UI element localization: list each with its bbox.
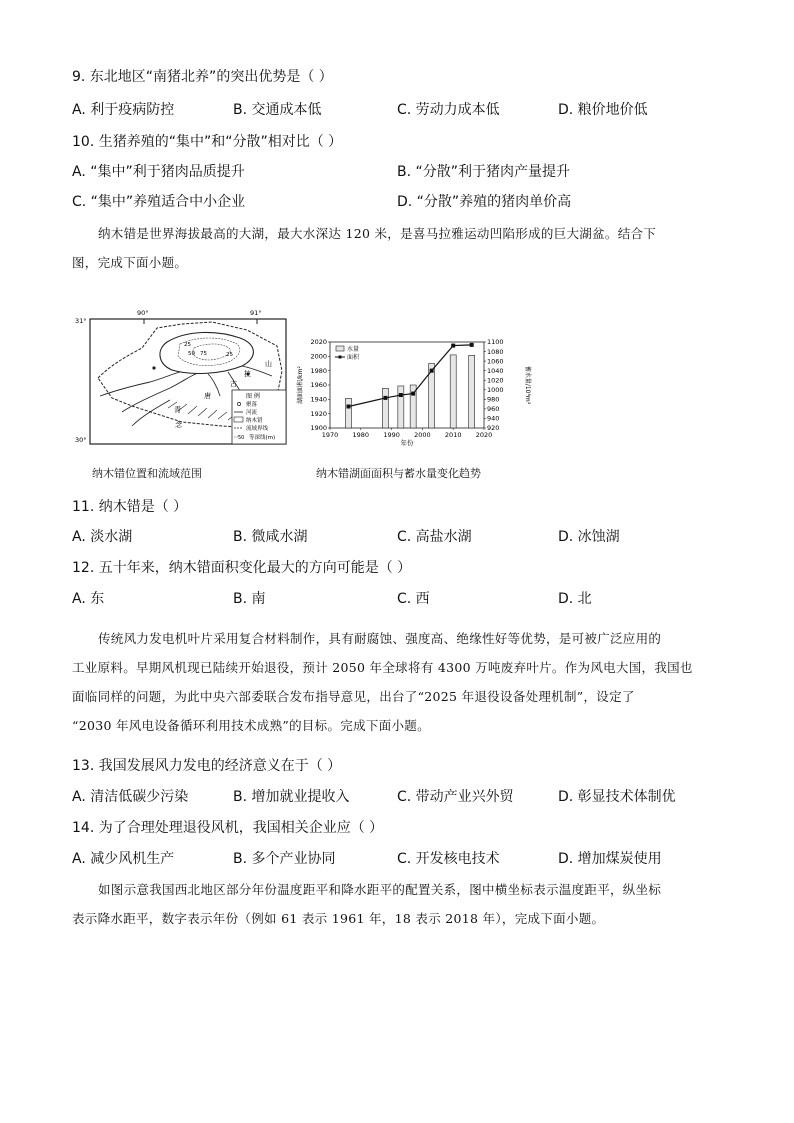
- area-point-1: [383, 396, 387, 400]
- question-13-option-b: B. 增加就业提收入: [233, 789, 350, 805]
- x-axis-title: 年份: [400, 439, 414, 447]
- question-10-option-a: A. “集中”利于猪肉品质提升: [72, 164, 245, 180]
- storage-bar-6: [469, 355, 475, 428]
- x-tick-label-5: 2020: [475, 431, 493, 439]
- question-13-option-a: A. 清洁低碳少污染: [72, 789, 189, 805]
- question-14-option-c: C. 开发核电技术: [397, 851, 500, 867]
- namtso-area-storage-chart: [296, 334, 532, 456]
- x-tick-label-3: 2000: [414, 431, 431, 439]
- question-9-option-d: D. 粮价地价低: [558, 102, 648, 118]
- question-11-option-b: B. 微咸水湖: [233, 529, 308, 545]
- area-point-6: [470, 343, 474, 347]
- x-tick-label-4: 2010: [444, 431, 462, 439]
- y-right-tick-label-1: 940: [487, 414, 500, 423]
- passage-namtso: [72, 219, 722, 277]
- question-11-stem: 11. 纳木错是（ ）: [72, 499, 188, 515]
- y-right-tick-label-7: 1060: [487, 357, 504, 366]
- passage-climate-line-1: 如图示意我国西北地区部分年份温度距平和降水距平的配置关系，图中横坐标表示温度距平，纵坐标: [98, 882, 662, 897]
- area-point-0: [346, 405, 350, 409]
- map-lon-left: 90°: [137, 309, 149, 317]
- question-12-stem: 12. 五十年来，纳木错面积变化最大的方向可能是（ ）: [72, 560, 412, 576]
- y-right-tick-label-2: 960: [487, 405, 500, 414]
- y-right-tick-label-5: 1020: [487, 376, 504, 385]
- map-place-shan: 山: [265, 360, 272, 368]
- passage-wind-line-4: “2030 年风电设备循环利用技术成熟”的目标。完成下面小题。: [72, 718, 430, 733]
- map-legend-river: 河流: [246, 410, 258, 416]
- y-left-tick-label-0: 1900: [310, 424, 327, 433]
- y-left-tick-label-4: 1980: [310, 366, 327, 375]
- map-legend-lake: 纳木错: [246, 418, 263, 424]
- map-contour-label-4: 25: [226, 352, 233, 358]
- storage-bar-0: [345, 398, 351, 428]
- y-left-tick-label-6: 2020: [310, 338, 327, 347]
- question-14-option-b: B. 多个产业协同: [233, 851, 336, 867]
- y-right-tick-label-4: 1000: [487, 385, 504, 394]
- question-14-option-d: D. 增加煤炭使用: [558, 851, 662, 867]
- map-legend: [232, 390, 286, 444]
- question-9-option-a: A. 利于疫病防控: [72, 102, 175, 118]
- question-14-option-a: A. 减少风机生产: [72, 851, 175, 867]
- passage-wind-power: [72, 624, 722, 740]
- namtso-location-map: [72, 309, 294, 451]
- area-point-5: [451, 344, 455, 348]
- map-place-tang: 唐: [204, 392, 211, 400]
- legend-bar-swatch: [336, 346, 344, 351]
- map-place-nian: 念: [175, 421, 182, 429]
- y-right-tick-label-6: 1040: [487, 366, 504, 375]
- question-13-stem: 13. 我国发展风力发电的经济意义在于（ ）: [72, 758, 342, 774]
- x-tick-label-0: 1970: [321, 431, 339, 439]
- map-caption: 纳木错位置和流域范围: [92, 467, 202, 480]
- map-contour-label-1: 25: [184, 342, 191, 348]
- map-place-gu: 古: [230, 380, 237, 388]
- question-10-stem: 10. 生猪养殖的“集中”和“分散”相对比（ ）: [72, 134, 343, 150]
- question-10-option-d: D. “分散”养殖的猪肉单价高: [397, 194, 572, 210]
- question-10-option-c: C. “集中”养殖适合中小企业: [72, 194, 246, 210]
- y-right-tick-label-3: 980: [487, 395, 500, 404]
- y-right-tick-label-0: 920: [487, 424, 500, 433]
- storage-bar-5: [450, 355, 456, 428]
- chart-caption: 纳木错湖面面积与蓄水量变化趋势: [316, 467, 481, 480]
- question-12-option-b: B. 南: [233, 591, 266, 607]
- question-9-option-b: B. 交通成本低: [233, 102, 322, 118]
- passage-wind-line-2: 工业原料。早期风机现已陆续开始退役，预计 2050 年全球将有 4300 万吨废弃叶片。作为风电大国，我国也: [72, 660, 693, 675]
- map-legend-contour-value: 50: [238, 435, 245, 441]
- map-contour-label-3: 75: [200, 351, 207, 357]
- map-place-la: 拉: [244, 370, 251, 378]
- y-right-tick-label-9: 1100: [487, 338, 504, 347]
- y-right-tick-label-8: 1080: [487, 347, 504, 356]
- area-point-4: [430, 369, 434, 373]
- passage-namtso-line-1: 纳木错是世界海拔最高的大湖，最大水深达 120 米，是喜马拉雅运动凹陷形成的巨大湖盆。结合下: [98, 226, 657, 241]
- map-lon-right: 91°: [250, 309, 262, 317]
- question-9-stem: 9. 东北地区“南猪北养”的突出优势是（ ）: [72, 69, 333, 85]
- y-left-tick-label-3: 1960: [310, 381, 327, 390]
- passage-climate-line-2: 表示降水距平，数字表示年份（例如 61 表示 1961 年，18 表示 2018 年），完成下面小题。: [72, 911, 605, 926]
- map-legend-boundary: 流域界线: [246, 426, 269, 432]
- passage-wind-line-3: 面临同样的问题，为此中央六部委联合发布指导意见，出台了“2025 年退役设备处理机制”，设定了: [72, 689, 635, 704]
- y-right-axis-title: 蓄水量/10⁸m³: [524, 365, 531, 405]
- legend-line-marker: [339, 356, 342, 359]
- question-12-option-c: C. 西: [397, 591, 430, 607]
- question-12-option-d: D. 北: [558, 591, 592, 607]
- question-10-option-b: B. “分散”利于猪肉产量提升: [397, 164, 571, 180]
- storage-bar-2: [398, 386, 404, 428]
- question-13-option-d: D. 彰显技术体制优: [558, 789, 676, 805]
- y-left-tick-label-5: 2000: [310, 352, 327, 361]
- question-14-stem: 14. 为了合理处理退役风机，我国相关企业应（ ）: [72, 820, 384, 836]
- map-lat-top: 31°: [75, 317, 87, 325]
- map-contour-label-2: 50: [188, 351, 195, 357]
- map-lat-bottom: 30°: [75, 436, 87, 444]
- storage-bar-1: [382, 388, 388, 428]
- y-left-tick-label-2: 1940: [310, 395, 327, 404]
- passage-namtso-line-2: 图，完成下面小题。: [72, 255, 188, 270]
- question-12-option-a: A. 东: [72, 591, 105, 607]
- passage-northwest-climate: [72, 875, 722, 933]
- y-left-axis-title: 湖面面积/km²: [297, 366, 304, 404]
- question-9-option-c: C. 劳动力成本低: [397, 102, 500, 118]
- passage-wind-line-1: 传统风力发电机叶片采用复合材料制作，具有耐腐蚀、强度高、绝缘性好等优势，是可被广泛应用的: [98, 631, 662, 646]
- question-11-option-c: C. 高盐水湖: [397, 529, 472, 545]
- question-11-option-d: D. 冰蚀湖: [558, 529, 620, 545]
- legend-line-label: 面积: [347, 354, 360, 361]
- area-point-2: [399, 393, 403, 397]
- x-tick-label-1: 1980: [352, 431, 370, 439]
- question-11-option-a: A. 淡水湖: [72, 529, 133, 545]
- area-point-3: [411, 392, 415, 396]
- legend-bar-label: 水量: [347, 346, 360, 353]
- x-tick-label-2: 1990: [383, 431, 400, 439]
- y-left-tick-label-1: 1920: [310, 409, 327, 418]
- map-place-qing: 青: [174, 406, 181, 414]
- map-legend-settlement: 聚落: [246, 402, 258, 408]
- map-legend-title: 图 例: [246, 393, 260, 400]
- map-legend-contour: 等深线(m): [249, 435, 276, 441]
- question-13-option-c: C. 带动产业兴外贸: [397, 789, 514, 805]
